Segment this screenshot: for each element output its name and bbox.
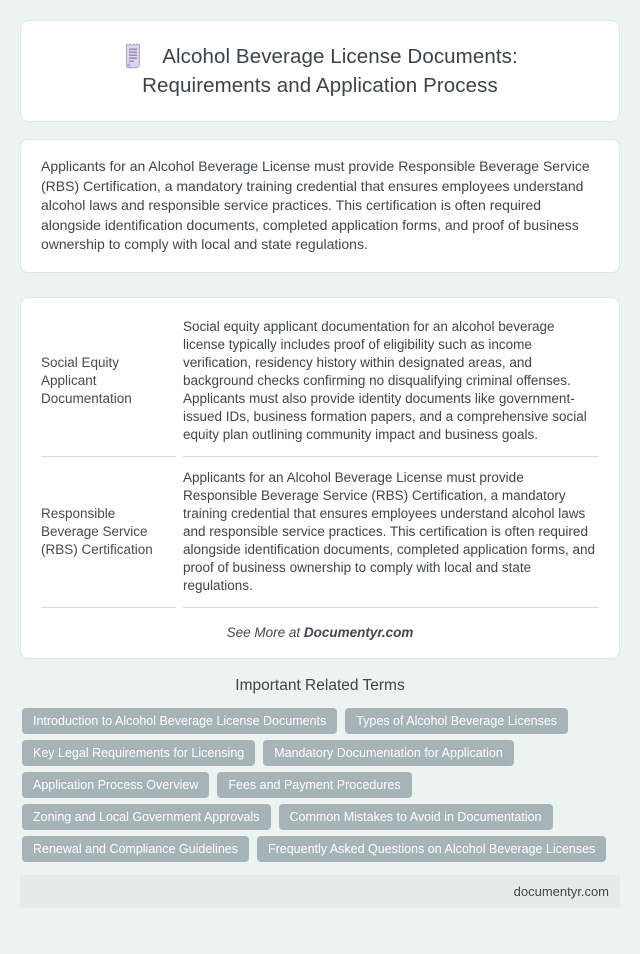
intro-card [20, 139, 620, 273]
related-terms-heading: Important Related Terms [235, 676, 405, 694]
table-row [41, 306, 599, 457]
related-term-pill[interactable]: Types of Alcohol Beverage Licenses [345, 708, 568, 734]
term-name: Responsible Beverage Service (RBS) Certification [41, 457, 176, 608]
related-term-pill[interactable]: Mandatory Documentation for Application [263, 740, 514, 766]
related-term-pill[interactable]: Zoning and Local Government Approvals [22, 804, 271, 830]
receipt-icon [122, 42, 144, 70]
see-more-text: See More at [226, 624, 304, 640]
terms-table [34, 306, 606, 608]
page-title [41, 42, 599, 100]
page-title-line2: Requirements and Application Process [142, 74, 498, 97]
title-card [20, 20, 620, 122]
table-row [41, 457, 599, 608]
related-term-pill[interactable]: Introduction to Alcohol Beverage License Documents [22, 708, 337, 734]
term-name: Social Equity Applicant Documentation [41, 306, 176, 457]
related-term-pill[interactable]: Common Mistakes to Avoid in Documentation [279, 804, 553, 830]
intro-paragraph: Applicants for an Alcohol Beverage License must provide Responsible Beverage Service (RBS) Certification, a mandatory training credential that ensures employees understand alcohol laws and responsible service practices. This certification is often required alongside identification documents, completed application forms, and proof of business ownership to comply with local and state regulations. [41, 158, 590, 252]
related-term-pill[interactable]: Key Legal Requirements for Licensing [22, 740, 255, 766]
footer-bar [20, 875, 620, 908]
footer-site-label: documentyr.com [513, 883, 609, 899]
page-title-line1: Alcohol Beverage License Documents: [162, 45, 518, 68]
related-term-pill[interactable]: Fees and Payment Procedures [217, 772, 411, 798]
related-terms-list [22, 708, 618, 862]
brand-name: Documentyr.com [303, 624, 414, 640]
see-more-note [34, 608, 606, 648]
term-description: Applicants for an Alcohol Beverage License must provide Responsible Beverage Service (RBS) Certification, a mandatory training credential that ensures employees understand alcohol laws and responsible service practices. This certification is often required alongside identification documents, completed application forms, and proof of business ownership to comply with local and state regulations. [183, 457, 599, 608]
term-description: Social equity applicant documentation for an alcohol beverage license typically includes proof of eligibility such as income verification, residency history within designated areas, and background checks confirming no disqualifying criminal offenses. Applicants must also provide identity documents like government-issued IDs, business formation papers, and a comprehensive social equity plan outlining community impact and business goals. [183, 306, 599, 457]
related-term-pill[interactable]: Application Process Overview [22, 772, 209, 798]
terms-table-card [20, 297, 620, 659]
related-term-pill[interactable]: Renewal and Compliance Guidelines [22, 836, 249, 862]
related-term-pill[interactable]: Frequently Asked Questions on Alcohol Beverage Licenses [257, 836, 606, 862]
